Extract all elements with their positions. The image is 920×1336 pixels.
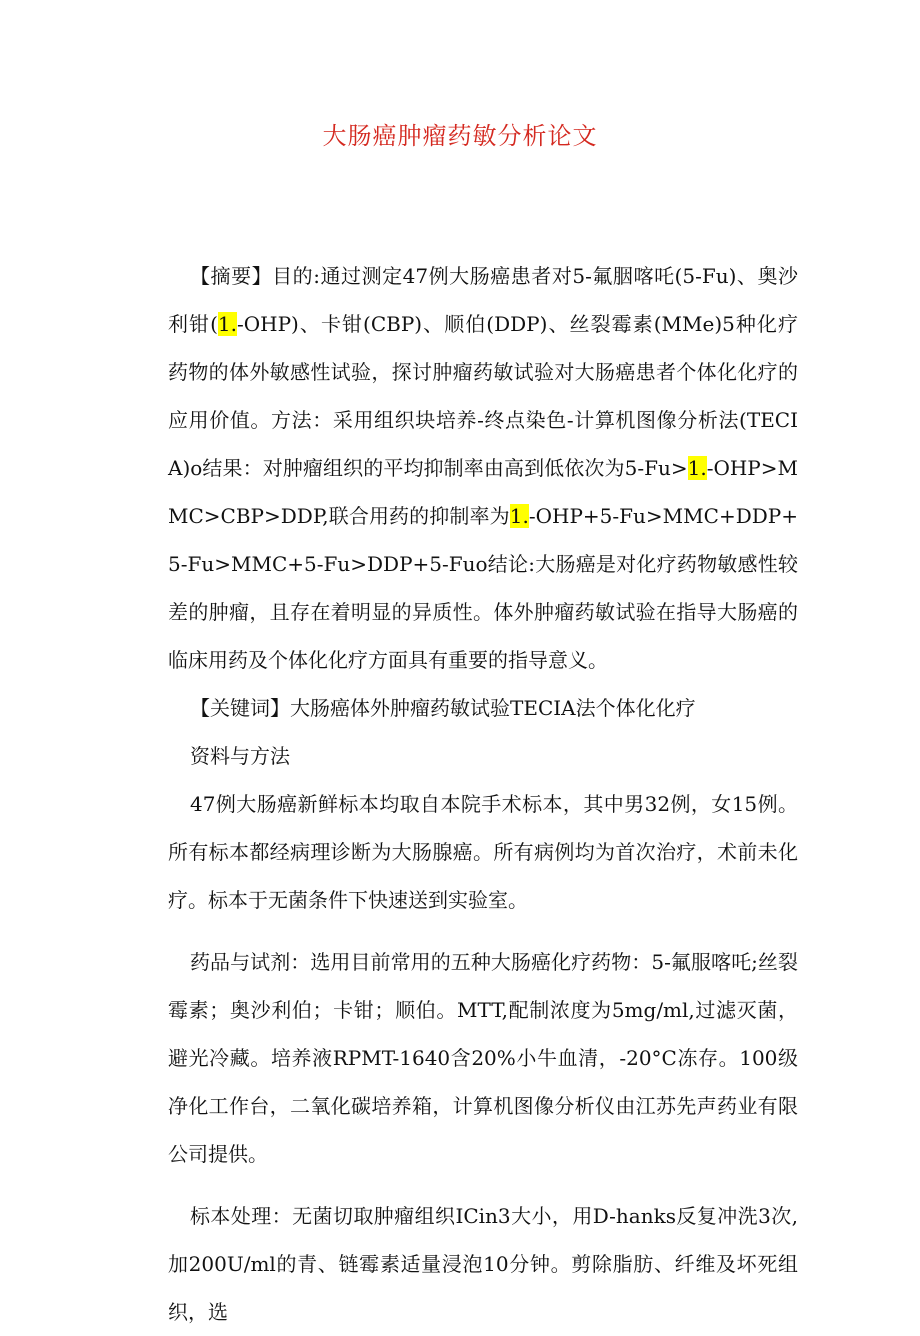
- document-title: 大肠癌肿瘤药敏分析论文: [322, 122, 598, 150]
- specimens-paragraph: 47例大肠癌新鲜标本均取自本院手术标本，其中男32例，女15例。所有标本都经病理诊断为大肠腺癌。所有病例均为首次治疗，术前未化疗。标本于无菌条件下快速送到实验室。: [168, 792, 798, 912]
- document-body: [168, 252, 798, 1336]
- processing-paragraph: 标本处理：无菌切取肿瘤组织ICin3大小，用D-hanks反复冲洗3次,加200U/ml的青、链霉素适量浸泡10分钟。剪除脂肪、纤维及坏死组织，选: [168, 1204, 798, 1324]
- highlight-1: 1.: [217, 312, 237, 336]
- abstract-text-4: -OHP+5-Fu>MMC+DDP+5-Fu>MMC+5-Fu>DDP+5-Fuo结论:大肠癌是对化疗药物敏感性较差的肿瘤，且存在着明显的异质性。体外肿瘤药敏试验在指导大肠癌的临床用药及个体化化疗方面具有重要的指导意义。: [168, 504, 798, 672]
- highlight-2: 1.: [687, 456, 707, 480]
- abstract-paragraph: [168, 252, 798, 684]
- abstract-text-1: 【摘要】目的:通过测定47例大肠癌患者对5-氟胭喀吒(5-Fu)、奥沙利钳(: [168, 264, 798, 336]
- abstract-text-3: -OHP>MMC>CBP>DDP,联合用药的抑制率为: [168, 456, 798, 528]
- reagents-paragraph: 药品与试剂：选用目前常用的五种大肠癌化疗药物：5-氟服喀吒;丝裂霉素；奥沙利伯；卡钳；顺伯。MTT,配制浓度为5mg/ml,过滤灭菌，避光冷藏。培养液RPMT-1640含20%小牛血清，-20°C冻存。100级净化工作台，二氧化碳培养箱，计算机图像分析仪由江苏先声药业有限公司提供。: [168, 950, 798, 1166]
- highlight-3: 1.: [509, 504, 529, 528]
- abstract-text-2: -OHP)、卡钳(CBP)、顺伯(DDP)、丝裂霉素(MMe)5种化疗药物的体外敏感性试验，探讨肿瘤药敏试验对大肠癌患者个体化化疗的应用价值。方法：采用组织块培养-终点染色-计算机图像分析法(TECIA)o结果：对肿瘤组织的平均抑制率由高到低依次为5-Fu>: [168, 312, 798, 480]
- keywords-paragraph: 【关键词】大肠癌体外肿瘤药敏试验TECIA法个体化化疗: [190, 696, 696, 720]
- section-heading: 资料与方法: [190, 744, 290, 768]
